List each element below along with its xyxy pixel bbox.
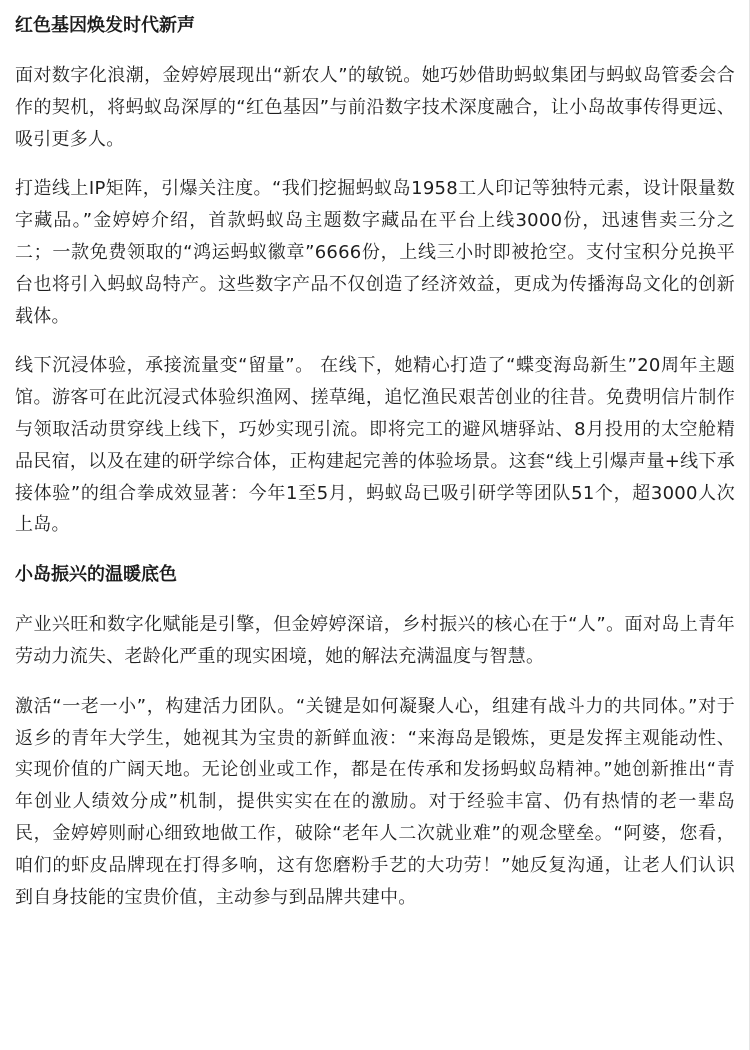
section-heading-island-revitalization: 小岛振兴的温暖底色: [15, 564, 177, 586]
section-heading-red-gene: 红色基因焕发时代新声: [15, 15, 195, 36]
paragraph-people-core: 产业兴旺和数字化赋能是引擎，但金婷婷深谙，乡村振兴的核心在于“人”。面对岛上青年劳动力流失、老龄化严重的现实困境，她的解法充满温度与智慧。: [15, 614, 735, 667]
paragraph-offline-experience: 线下沉浸体验，承接流量变“留量”。 在线下，她精心打造了“蝶变海岛新生”20周年主题馆。游客可在此沉浸式体验织渔网、搓草绳，追忆渔民艰苦创业的往昔。免费明信片制作与领取活动贯穿线上线下，巧妙实现引流。即将完工的避风塘驿站、8月投用的太空舱精品民宿，以及在建的研学综合体，正构建起完善的体验场景。这套“线上引爆声量+线下承接体验”的组合拳成效显著：今年1至5月，蚂蚁岛已吸引研学等团队51个，超3000人次上岛。: [15, 355, 735, 536]
paragraph-digital-wave: 面对数字化浪潮，金婷婷展现出“新农人”的敏锐。她巧妙借助蚂蚁集团与蚂蚁岛管委会合作的契机，将蚂蚁岛深厚的“红色基因”与前沿数字技术深度融合，让小岛故事传得更远、吸引更多人。: [15, 65, 735, 150]
paragraph-young-and-old: 激活“一老一小”，构建活力团队。“关键是如何凝聚人心，组建有战斗力的共同体。”对于返乡的青年大学生，她视其为宝贵的新鲜血液：“来海岛是锻炼，更是发挥主观能动性、实现价值的广阔天地。无论创业或工作，都是在传承和发扬蚂蚁岛精神。”她创新推出“青年创业人绩效分成”机制，提供实实在在的激励。对于经验丰富、仍有热情的老一辈岛民，金婷婷则耐心细致地做工作，破除“老年人二次就业难”的观念壁垒。“阿婆，您看，咱们的虾皮品牌现在打得多响，这有您磨粉手艺的大功劳！”她反复沟通，让老人们认识到自身技能的宝贵价值，主动参与到品牌共建中。: [15, 695, 735, 908]
paragraph-online-ip: 打造线上IP矩阵，引爆关注度。“我们挖掘蚂蚁岛1958工人印记等独特元素，设计限量数字藏品。”金婷婷介绍，首款蚂蚁岛主题数字藏品在平台上线3000份，迅速售卖三分之二；一款免费领取的“鸿运蚂蚁徽章”6666份，上线三小时即被抢空。支付宝积分兑换平台也将引入蚂蚁岛特产。这些数字产品不仅创造了经济效益，更成为传播海岛文化的创新载体。: [15, 178, 735, 327]
